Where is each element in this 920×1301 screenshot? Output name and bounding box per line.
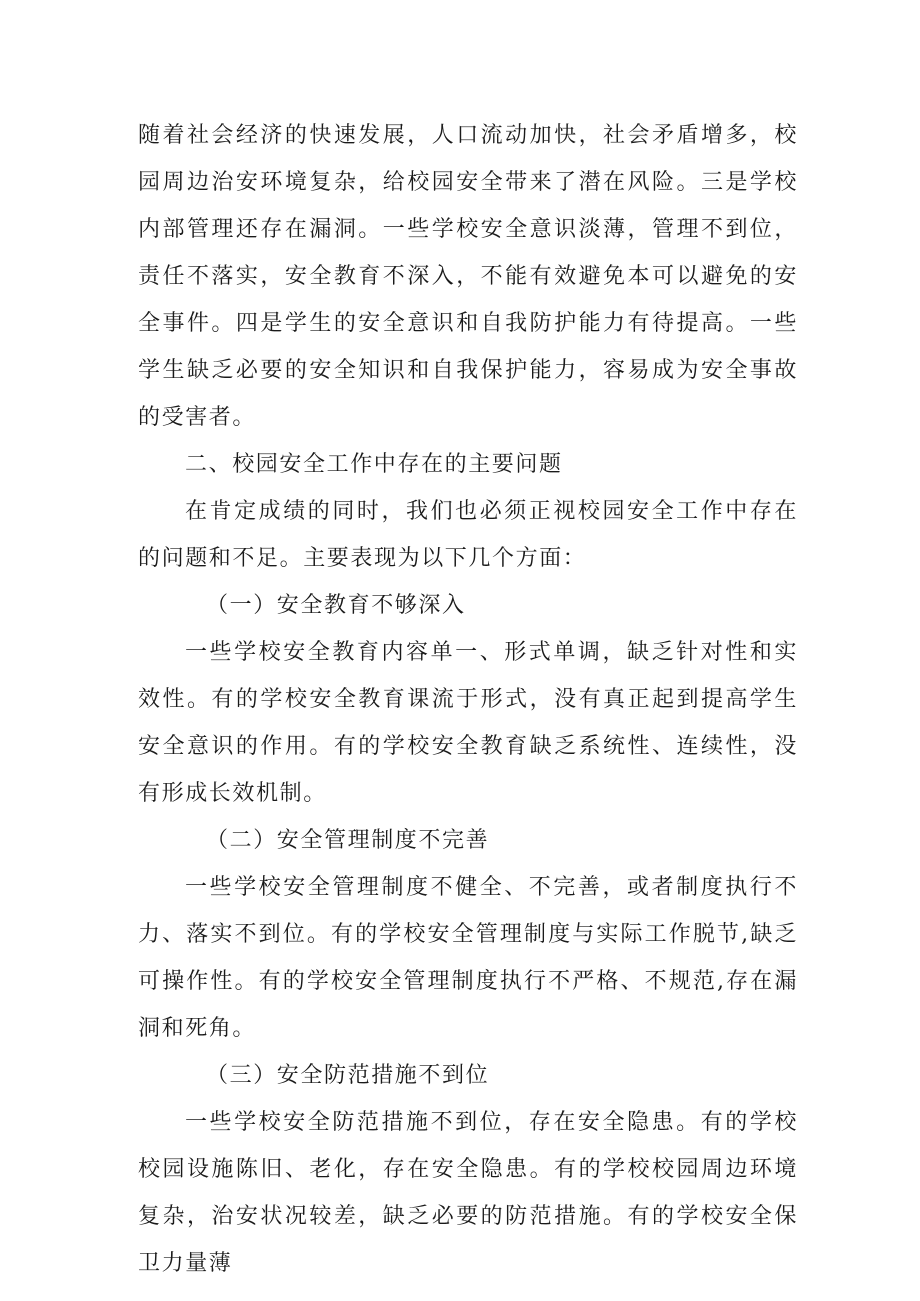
- subsection-heading: （一）安全教育不够深入: [206, 593, 466, 618]
- subsection-heading: （二）安全管理制度不完善: [206, 828, 490, 853]
- body-paragraph: 一些学校安全管理制度不健全、不完善，或者制度执行不力、落实不到位。有的学校安全管理制度与实际工作脱节,缺乏可操作性。有的学校安全管理制度执行不严格、不规范,存在漏洞和死角。: [138, 875, 798, 1041]
- body-paragraph: 一些学校安全防范措施不到位，存在安全隐患。有的学校校园设施陈旧、老化，存在安全隐患。有的学校校园周边环境复杂，治安状况较差，缺乏必要的防范措施。有的学校安全保卫力量薄: [138, 1110, 798, 1276]
- body-paragraph: 随着社会经济的快速发展，人口流动加快，社会矛盾增多，校园周边治安环境复杂，给校园安全带来了潜在风险。三是学校内部管理还存在漏洞。一些学校安全意识淡薄，管理不到位，责任不落实，安全教育不深入，不能有效避免本可以避免的安全事件。四是学生的安全意识和自我防护能力有待提高。一些学生缺乏必要的安全知识和自我保护能力，容易成为安全事故的受害者。: [138, 123, 798, 430]
- document-page: [138, 112, 798, 1287]
- body-paragraph: 一些学校安全教育内容单一、形式单调，缺乏针对性和实效性。有的学校安全教育课流于形式，没有真正起到提高学生安全意识的作用。有的学校安全教育缺乏系统性、连续性，没有形成长效机制。: [138, 640, 798, 806]
- body-paragraph: 在肯定成绩的同时，我们也必须正视校园安全工作中存在的问题和不足。主要表现为以下几个方面：: [138, 499, 798, 571]
- subsection-heading: （三）安全防范措施不到位: [206, 1063, 490, 1088]
- section-heading: 二、校园安全工作中存在的主要问题: [185, 452, 563, 477]
